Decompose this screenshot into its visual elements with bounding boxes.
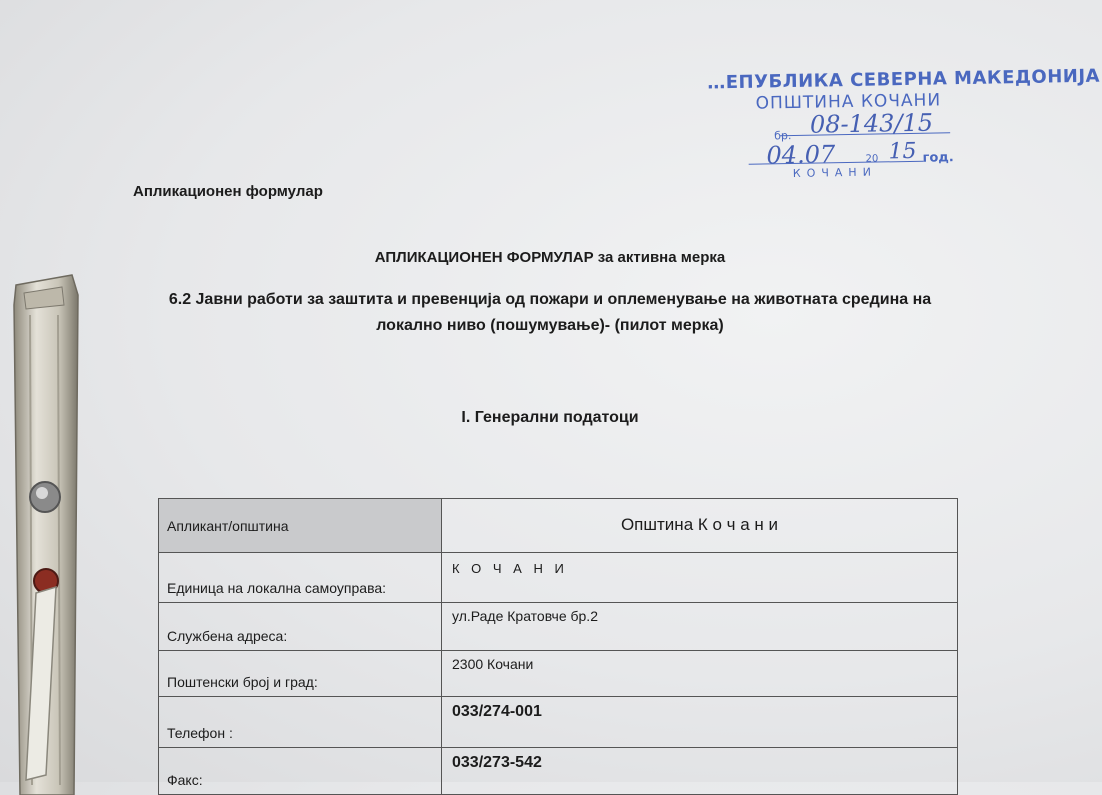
row-label: Поштенски број и град: [159, 651, 442, 696]
table-row [158, 553, 958, 603]
table-row [158, 498, 958, 553]
row-label: Апликант/општина [159, 499, 442, 552]
binder-clip [6, 275, 80, 795]
row-value: ул.Раде Кратовче бр.2 [452, 608, 598, 624]
table-row [158, 748, 958, 795]
stamp-year-prefix: 20 [865, 153, 879, 165]
registry-stamp [699, 65, 1101, 182]
table-row [158, 603, 958, 651]
row-value: К О Ч А Н И [452, 561, 568, 576]
stamp-date: 04.07 [766, 140, 836, 170]
form-subtitle: 6.2 Јавни работи за заштита и превенција од пожари и оплеменување на животната средина на локално ниво (пошумување)- (пилот мерка) [168, 291, 932, 334]
stamp-year: 15 [888, 138, 917, 165]
section-heading: I. Генерални податоци [461, 409, 639, 426]
row-label: Единица на локална самоуправа: [159, 553, 442, 602]
row-label: Службена адреса: [159, 603, 442, 650]
row-label: Телефон : [159, 697, 442, 747]
stamp-reg-number: 08-143/15 [809, 108, 934, 139]
table-row [158, 651, 958, 697]
table-row [158, 697, 958, 748]
form-header: Апликационен формулар [133, 183, 323, 200]
row-label: Факс: [159, 748, 442, 794]
general-data-table [158, 498, 958, 795]
stamp-municipality: ОПШТИНА КОЧАНИ [755, 90, 942, 114]
stamp-city: КОЧАНИ [792, 165, 877, 181]
stamp-reg-prefix: бр. [774, 129, 792, 143]
stamp-year-label: год. [922, 150, 954, 166]
row-value: 033/274-001 [452, 703, 542, 720]
form-title: АПЛИКАЦИОНЕН ФОРМУЛАР за активна мерка [374, 249, 726, 266]
row-value: Општина К о ч а н и [620, 515, 779, 534]
row-value: 033/273-542 [452, 754, 542, 771]
row-value: 2300 Кочани [452, 656, 534, 672]
stamp-country: …ЕПУБЛИКА СЕВЕРНА МАКЕДОНИЈА [707, 65, 1101, 94]
